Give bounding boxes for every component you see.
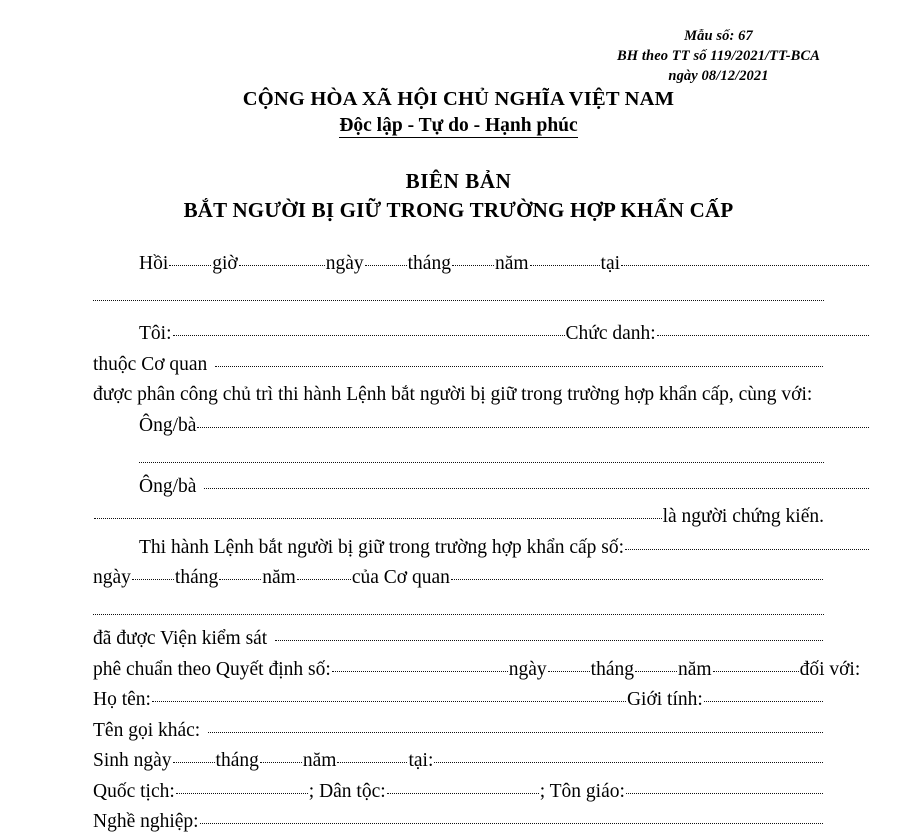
label-quoc-tich: Quốc tịch: bbox=[93, 780, 175, 802]
row-officer bbox=[93, 319, 870, 350]
row-nationality bbox=[93, 777, 824, 808]
national-heading bbox=[0, 86, 917, 139]
label-thang: tháng bbox=[407, 253, 451, 274]
field-location-continued[interactable] bbox=[93, 300, 824, 301]
text-assignment: được phân công chủ trì thi hành Lệnh bắt người bị giữ trong trường hợp khẩn cấp, cùng với: bbox=[93, 384, 813, 405]
national-motto-text: Độc lập - Tự do - Hạnh phúc bbox=[339, 115, 578, 136]
label-sinh-ngay: Sinh ngày bbox=[93, 750, 172, 771]
row-witness-suffix bbox=[93, 502, 824, 533]
form-body bbox=[93, 249, 861, 838]
national-motto bbox=[0, 113, 917, 139]
label-nam: năm bbox=[494, 253, 529, 274]
field-participant-1[interactable] bbox=[197, 427, 869, 428]
field-order-year[interactable] bbox=[297, 579, 351, 580]
field-order-number[interactable] bbox=[625, 549, 869, 550]
label-ong-ba-2: Ông/bà bbox=[139, 475, 197, 497]
label-ton-giao: ; Tôn giáo: bbox=[539, 780, 625, 802]
label-nghe-nghiep: Nghề nghiệp: bbox=[93, 811, 199, 832]
row-datetime-location bbox=[93, 249, 870, 280]
spacer-after-datetime bbox=[93, 310, 824, 319]
label-gio: giờ bbox=[212, 253, 238, 274]
document-title bbox=[0, 168, 917, 224]
country-name: CỘNG HÒA XÃ HỘI CHỦ NGHĨA VIỆT NAM bbox=[242, 88, 675, 110]
row-participant-1 bbox=[93, 411, 870, 442]
row-approval bbox=[93, 655, 861, 686]
text-order-prefix: Thi hành Lệnh bắt người bị giữ trong trường hợp khẩn cấp số: bbox=[139, 536, 625, 558]
field-order-agency[interactable] bbox=[451, 579, 823, 580]
row-participant-2 bbox=[93, 472, 870, 503]
field-participant-2-continued[interactable] bbox=[94, 518, 662, 519]
title-line-1: BIÊN BẢN bbox=[405, 169, 512, 193]
label-birth-nam: năm bbox=[302, 750, 337, 771]
label-thuoc-co-quan: thuộc Cơ quan bbox=[93, 353, 208, 375]
field-approval-year[interactable] bbox=[713, 671, 799, 672]
label-doi-voi: đối với: bbox=[799, 658, 861, 680]
field-occupation[interactable] bbox=[200, 823, 823, 824]
field-approval-month[interactable] bbox=[635, 671, 677, 672]
field-gender[interactable] bbox=[704, 701, 823, 702]
label-approval-thang: tháng bbox=[590, 658, 634, 680]
field-full-name[interactable] bbox=[152, 701, 626, 702]
row-location-continuation[interactable] bbox=[93, 280, 824, 311]
field-birth-month[interactable] bbox=[260, 762, 302, 763]
form-number: Mẫu số: 67 bbox=[684, 28, 753, 44]
field-month[interactable] bbox=[452, 265, 494, 266]
label-toi: Tôi: bbox=[139, 323, 172, 344]
field-location[interactable] bbox=[621, 265, 869, 266]
row-birth bbox=[93, 746, 824, 777]
label-gioi-tinh: Giới tính: bbox=[626, 689, 703, 710]
row-alias bbox=[93, 716, 824, 747]
field-nationality[interactable] bbox=[176, 793, 308, 794]
field-birth-year[interactable] bbox=[337, 762, 407, 763]
field-agency[interactable] bbox=[215, 366, 823, 367]
row-participant-1-continuation[interactable] bbox=[93, 441, 870, 472]
label-order-thang: tháng bbox=[174, 567, 219, 588]
text-witness-suffix: là người chứng kiến. bbox=[662, 506, 824, 527]
label-dan-toc: ; Dân tộc: bbox=[308, 780, 386, 802]
field-religion[interactable] bbox=[626, 793, 823, 794]
label-approval-ngay: ngày bbox=[508, 658, 547, 680]
row-procuracy bbox=[93, 624, 824, 655]
form-issue-date: ngày 08/12/2021 bbox=[668, 68, 769, 84]
field-year[interactable] bbox=[530, 265, 600, 266]
row-occupation bbox=[93, 807, 824, 838]
field-gio-blank[interactable] bbox=[239, 265, 325, 266]
label-ho-ten: Họ tên: bbox=[93, 689, 151, 710]
field-hour[interactable] bbox=[169, 265, 211, 266]
field-day[interactable] bbox=[365, 265, 407, 266]
field-officer-name[interactable] bbox=[173, 335, 565, 336]
text-approval-prefix: phê chuẩn theo Quyết định số: bbox=[93, 658, 331, 680]
label-order-agency: của Cơ quan bbox=[351, 567, 450, 588]
label-birth-thang: tháng bbox=[215, 750, 259, 771]
field-participant-1-continued[interactable] bbox=[139, 462, 824, 463]
row-order-agency-continuation[interactable] bbox=[93, 594, 824, 625]
row-assignment bbox=[93, 380, 824, 411]
label-order-nam: năm bbox=[262, 567, 296, 588]
field-participant-2[interactable] bbox=[204, 488, 869, 489]
label-tai: tại bbox=[600, 253, 621, 274]
label-birth-tai: tại: bbox=[408, 750, 434, 771]
label-chuc-danh: Chức danh: bbox=[565, 323, 656, 344]
label-order-ngay: ngày bbox=[93, 567, 131, 588]
field-officer-title[interactable] bbox=[657, 335, 869, 336]
row-full-name bbox=[93, 685, 824, 716]
label-ngay: ngày bbox=[325, 253, 364, 274]
label-approval-nam: năm bbox=[677, 658, 712, 680]
field-order-agency-continued[interactable] bbox=[93, 614, 824, 615]
label-ten-goi-khac: Tên gọi khác: bbox=[93, 719, 201, 741]
field-birth-day[interactable] bbox=[173, 762, 215, 763]
field-ethnicity[interactable] bbox=[387, 793, 539, 794]
field-birth-place[interactable] bbox=[434, 762, 823, 763]
form-issuing-circular: BH theo TT số 119/2021/TT-BCA bbox=[617, 48, 820, 64]
field-procuracy[interactable] bbox=[275, 640, 823, 641]
label-procuracy: đã được Viện kiểm sát bbox=[93, 628, 268, 649]
row-order-number bbox=[93, 533, 870, 564]
title-line-2: BẮT NGƯỜI BỊ GIỮ TRONG TRƯỜNG HỢP KHẨN CẤP bbox=[183, 198, 734, 222]
label-hoi: Hồi bbox=[139, 253, 169, 274]
field-alias[interactable] bbox=[208, 732, 823, 733]
label-ong-ba-1: Ông/bà bbox=[139, 414, 197, 436]
row-order-date bbox=[93, 563, 824, 594]
row-agency bbox=[93, 350, 824, 381]
form-code-block bbox=[617, 26, 820, 86]
field-approval-day[interactable] bbox=[548, 671, 590, 672]
field-approval-number[interactable] bbox=[332, 671, 508, 672]
field-order-month[interactable] bbox=[219, 579, 261, 580]
field-order-day[interactable] bbox=[132, 579, 174, 580]
